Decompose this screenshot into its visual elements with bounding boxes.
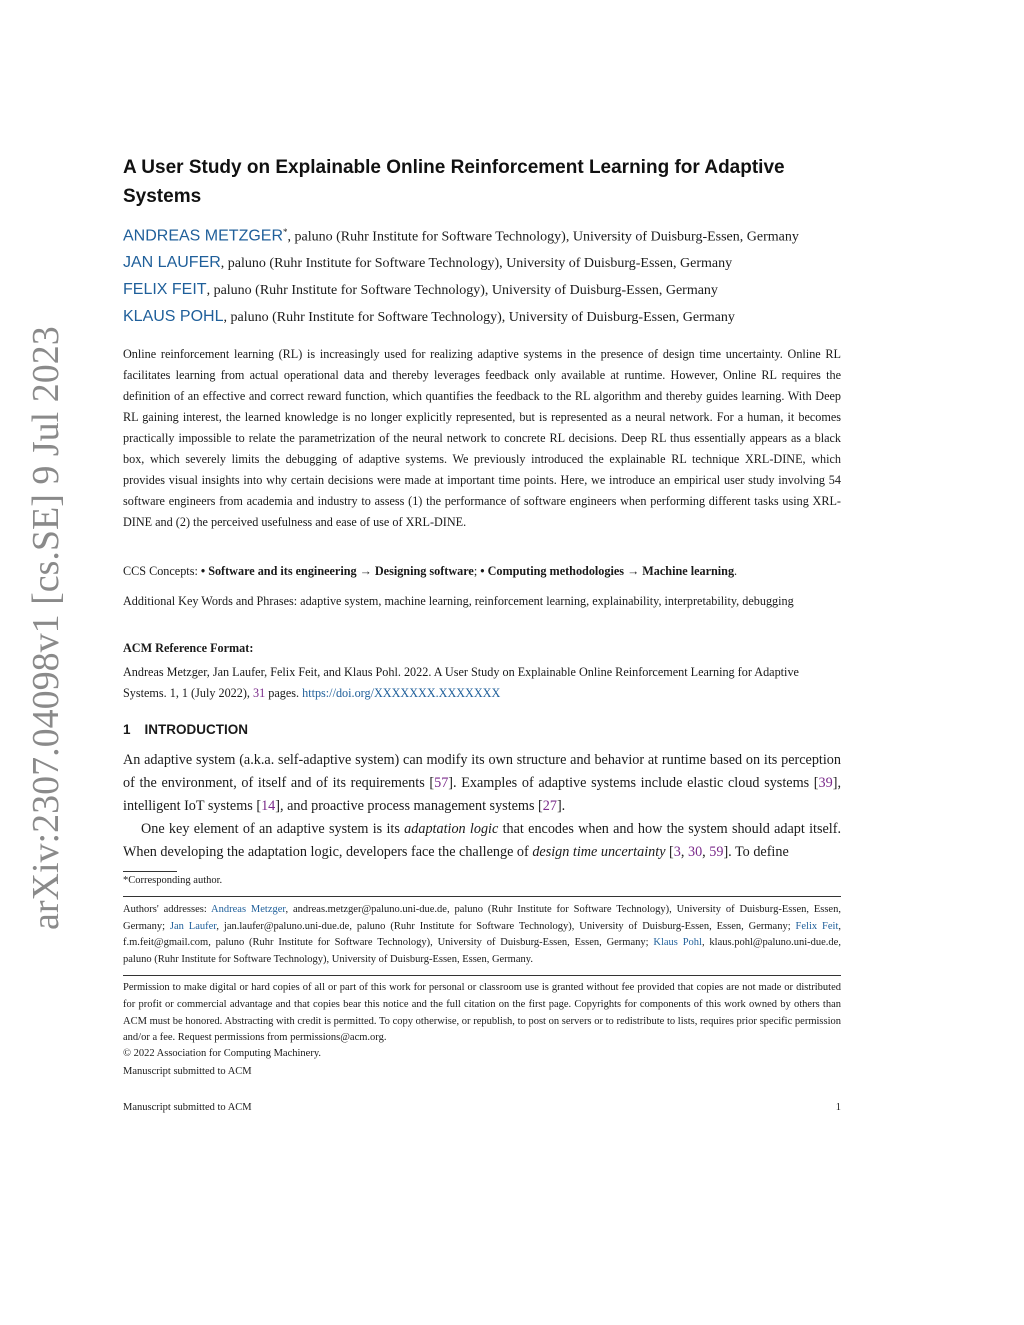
- ccs-concepts: [123, 561, 841, 582]
- section-title: INTRODUCTION: [144, 722, 249, 737]
- ccs-concept: • Computing methodologies → Machine learning: [480, 564, 735, 578]
- author-link[interactable]: Felix Feit: [795, 920, 839, 932]
- author-affiliation: , paluno (Ruhr Institute for Software Technology), University of Duisburg-Essen, Germany: [287, 229, 799, 245]
- doi-link[interactable]: https://doi.org/XXXXXXX.XXXXXXX: [302, 686, 501, 700]
- acm-reference-heading: ACM Reference Format:: [123, 641, 254, 655]
- author-mark: *: [283, 227, 288, 237]
- page-footer: [123, 1102, 841, 1113]
- section-number: 1: [123, 722, 131, 737]
- keywords: Additional Key Words and Phrases: adaptive system, machine learning, reinforcement learning, explainability, interpretability, debugging: [123, 594, 794, 608]
- divider: [123, 896, 841, 897]
- section-heading: [123, 722, 248, 737]
- paragraph: One key element of an adaptive system is its adaptation logic that encodes when and how the system should adapt itself. When developing the adaptation logic, developers face the challenge of design time uncertainty [3, 30, 59]. To define: [123, 821, 841, 860]
- ccs-separator: ;: [473, 564, 481, 578]
- citation-link[interactable]: 39: [818, 775, 833, 791]
- citation-link[interactable]: 59: [709, 844, 724, 860]
- acm-reference: [123, 662, 841, 704]
- copyright: © 2022 Association for Computing Machinery.: [123, 1048, 322, 1059]
- author-3: [123, 281, 863, 299]
- citation-link[interactable]: 27: [542, 798, 557, 814]
- manuscript-note: Manuscript submitted to ACM: [123, 1066, 252, 1077]
- ccs-concept: • Software and its engineering → Designing software: [200, 564, 474, 578]
- author-link[interactable]: Klaus Pohl: [653, 937, 702, 948]
- author-addresses: Authors' addresses: Andreas Metzger, andreas.metzger@paluno.uni-due.de, paluno (Ruhr Institute for Software Technology), University of Duisburg-Essen, Essen, Germany; Jan Laufer, jan.laufer@paluno.uni-due.de, paluno (Ruhr Institute for Software Technology), University of Duisburg-Essen, Essen, Germany; Felix Feit, f.m.feit@gmail.com, paluno (Ruhr Institute for Software Technology), University of Duisburg-Essen, Essen, Germany; Klaus Pohl, klaus.pohl@paluno.uni-due.de, paluno (Ruhr Institute for Software Technology), University of Duisburg-Essen, Essen, Germany.: [123, 904, 841, 965]
- author-1: [123, 227, 863, 246]
- body-text: [123, 749, 841, 864]
- author-name[interactable]: JAN LAUFER: [123, 254, 221, 271]
- author-affiliation: , paluno (Ruhr Institute for Software Technology), University of Duisburg-Essen, Germany: [220, 256, 733, 271]
- acm-reference-text: Andreas Metzger, Jan Laufer, Felix Feit, and Klaus Pohl. 2022. A User Study on Explainable Online Reinforcement Learning for Adaptive Systems. 1, 1 (July 2022),: [123, 665, 799, 700]
- divider: [123, 975, 841, 976]
- author-link[interactable]: Jan Laufer: [169, 920, 217, 932]
- acm-reference-text: pages.: [265, 686, 303, 700]
- abstract: Online reinforcement learning (RL) is increasingly used for realizing adaptive systems in the presence of design time uncertainty. Online RL facilitates learning from actual operational data and thereby leverages feedback only available at runtime. However, Online RL requires the definition of an effective and correct reward function, which quantifies the feedback to the RL algorithm and thereby guides learning. With Deep RL gaining interest, the learned knowledge is no longer explicitly represented, but is represented as a neural network. For a human, it becomes practically impossible to relate the parametrization of the neural network to concrete RL decisions. Deep RL thus essentially appears as a black box, which severely limits the debugging of adaptive systems. We previously introduced the explainable RL technique XRL-DINE, which provides visual insights into why certain decisions were made at important time points. Here, we introduce an empirical user study involving 54 software engineers from academia and industry to assess (1) the performance of software engineers when performing different tasks using XRL-DINE and (2) the perceived usefulness and ease of use of XRL-DINE.: [123, 347, 841, 529]
- author-name[interactable]: ANDREAS METZGER: [123, 227, 284, 245]
- page-number: 1: [835, 1102, 841, 1113]
- footer-label: Manuscript submitted to ACM: [123, 1102, 252, 1113]
- author-link[interactable]: Andreas Metzger: [211, 904, 286, 915]
- footnote: *Corresponding author.: [123, 875, 223, 886]
- arxiv-stamp: arXiv:2307.04098v1 [cs.SE] 9 Jul 2023: [25, 326, 67, 930]
- author-affiliation: , paluno (Ruhr Institute for Software Technology), University of Duisburg-Essen, Germany: [223, 310, 735, 325]
- citation-link[interactable]: 30: [687, 844, 703, 860]
- author-2: [123, 254, 863, 272]
- citation-link[interactable]: 3: [673, 844, 681, 860]
- ccs-label: CCS Concepts:: [123, 564, 201, 578]
- ccs-end: .: [734, 564, 738, 578]
- paper-title: A User Study on Explainable Online Reinforcement Learning for Adaptive Systems: [123, 157, 785, 207]
- footnote-rule: [123, 871, 177, 872]
- author-4: [123, 308, 863, 326]
- paragraph: An adaptive system (a.k.a. self-adaptive system) can modify its own structure and behavior at runtime based on its perception of the environment, of itself and of its requirements [57]. Examples of adaptive systems include elastic cloud systems [39], intelligent IoT systems [14], and proactive process management systems [27].: [123, 752, 841, 814]
- author-affiliation: , paluno (Ruhr Institute for Software Technology), University of Duisburg-Essen, Germany: [206, 283, 718, 298]
- citation-link[interactable]: 57: [434, 775, 449, 791]
- author-name[interactable]: FELIX FEIT: [123, 281, 207, 298]
- author-name[interactable]: KLAUS POHL: [123, 308, 224, 325]
- citation-link[interactable]: 14: [261, 798, 276, 814]
- permission-notice: Permission to make digital or hard copies of all or part of this work for personal or classroom use is granted without fee provided that copies are not made or distributed for profit or commercial advantage and that copies bear this notice and the full citation on the first page. Copyrights for components of this work owned by others than ACM must be honored. Abstracting with credit is permitted. To copy otherwise, or republish, to post on servers or to redistribute to lists, requires prior specific permission and/or a fee. Request permissions from permissions@acm.org.: [123, 982, 841, 1044]
- page-count-link[interactable]: 31: [253, 686, 266, 700]
